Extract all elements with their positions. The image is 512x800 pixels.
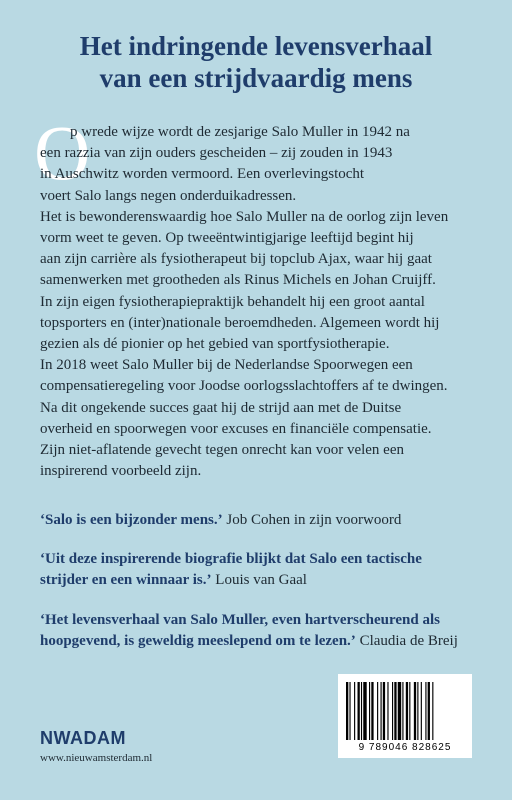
barcode-bar xyxy=(358,682,360,740)
barcode-bar xyxy=(371,682,373,740)
blurb-line: samenwerken met grootheden als Rinus Michels en Johan Cruijff. xyxy=(40,272,436,289)
blurb-line: vorm weet te geven. Op tweeëntwintigjarige leeftijd begint hij xyxy=(40,230,414,247)
blurb-line: compensatieregeling voor Joodse oorlogsslachtoffers af te dwingen. xyxy=(40,378,448,395)
barcode-bar xyxy=(346,682,348,740)
dropcap-letter: O xyxy=(34,109,91,196)
quote-van-gaal xyxy=(40,549,490,591)
blurb-line: Het is bewonderenswaardig hoe Salo Muller na de oorlog zijn leven xyxy=(40,208,449,225)
blurb-line: In zijn eigen fysiotherapiepraktijk behandelt hij een groot aantal xyxy=(40,293,425,310)
blurb-text xyxy=(40,122,480,482)
isbn-barcode xyxy=(338,674,472,758)
blurb-line: overheid en spoorwegen voor excuses en financiële compensatie. xyxy=(40,420,432,437)
barcode-bar xyxy=(381,682,382,740)
barcode-bar xyxy=(377,682,378,740)
barcode-number: 9 789046 828625 xyxy=(358,742,452,753)
quote-de-breij xyxy=(40,610,490,652)
publisher-website: www.nieuwamsterdam.nl xyxy=(40,752,153,764)
barcode-bar xyxy=(394,682,396,740)
barcode-bar xyxy=(392,682,393,740)
blurb-line: topsporters en (inter)nationale beroemdheden. Algemeen wordt hij xyxy=(40,314,440,331)
quote-text: hoopgevend, is geweldig meeslepend om te lezen.’ xyxy=(40,632,356,649)
barcode-bar xyxy=(406,682,408,740)
heading-line-2: van een strijdvaardig mens xyxy=(99,63,413,93)
barcode-bar xyxy=(428,682,430,740)
blurb-line: Na dit ongekende succes gaat hij de strijd aan met de Duitse xyxy=(40,399,402,416)
blurb-line: gezien als dé pionier op het gebied van sportfysiotherapie. xyxy=(40,336,390,353)
quote-author: Job Cohen in zijn voorwoord xyxy=(226,512,402,528)
blurb-line: in Auschwitz worden vermoord. Een overlevingstocht xyxy=(40,166,365,183)
heading-line-1: Het indringende levensverhaal xyxy=(79,31,433,61)
blurb-line: een razzia van zijn ouders gescheiden – zij zouden in 1943 xyxy=(40,145,393,162)
blurb-line: voert Salo langs negen onderduikadressen. xyxy=(40,187,297,204)
barcode-bar xyxy=(369,682,370,740)
barcode-bar xyxy=(349,682,350,740)
quote-text: strijder en een winnaar is.’ xyxy=(40,572,212,589)
barcode-bar xyxy=(409,682,410,740)
quote-author: Claudia de Breij xyxy=(359,632,458,649)
blurb-line: In 2018 weet Salo Muller bij de Nederlandse Spoorwegen een xyxy=(40,357,413,374)
blurb-line: inspirerend voorbeeld zijn. xyxy=(40,463,202,480)
barcode-bar xyxy=(425,682,426,740)
barcode-bar xyxy=(398,682,401,740)
barcode-bar xyxy=(432,682,433,740)
barcode-bar xyxy=(387,682,388,740)
barcode-bar xyxy=(421,682,422,740)
barcode-bar xyxy=(414,682,416,740)
quote-text: ‘Het levensverhaal van Salo Muller, even hartverscheurend als xyxy=(40,611,440,628)
barcode-bar xyxy=(354,682,355,740)
first-paragraph xyxy=(40,122,480,207)
barcode-bars xyxy=(344,682,466,740)
quote-author: Louis van Gaal xyxy=(215,572,307,589)
barcode-bar xyxy=(383,682,385,740)
barcode-bar xyxy=(363,682,366,740)
quote-cohen xyxy=(40,510,490,531)
barcode-bar xyxy=(417,682,418,740)
blurb-line: aan zijn carrière als fysiotherapeut bij topclub Ajax, waar hij gaat xyxy=(40,251,432,268)
barcode-bar xyxy=(402,682,403,740)
blurb-line: Zijn niet-aflatende gevecht tegen onrecht kan voor velen een xyxy=(40,442,404,459)
blurb-line: p wrede wijze wordt de zesjarige Salo Muller in 1942 na xyxy=(70,124,410,140)
quote-text: ‘Uit deze inspirerende biografie blijkt dat Salo een tactische xyxy=(40,551,422,568)
publisher-logo: NWADAM xyxy=(40,728,126,748)
cover-heading xyxy=(0,30,512,94)
quote-text: ‘Salo is een bijzonder mens.’ xyxy=(40,512,223,528)
review-quotes xyxy=(40,510,490,670)
barcode-bar xyxy=(361,682,362,740)
